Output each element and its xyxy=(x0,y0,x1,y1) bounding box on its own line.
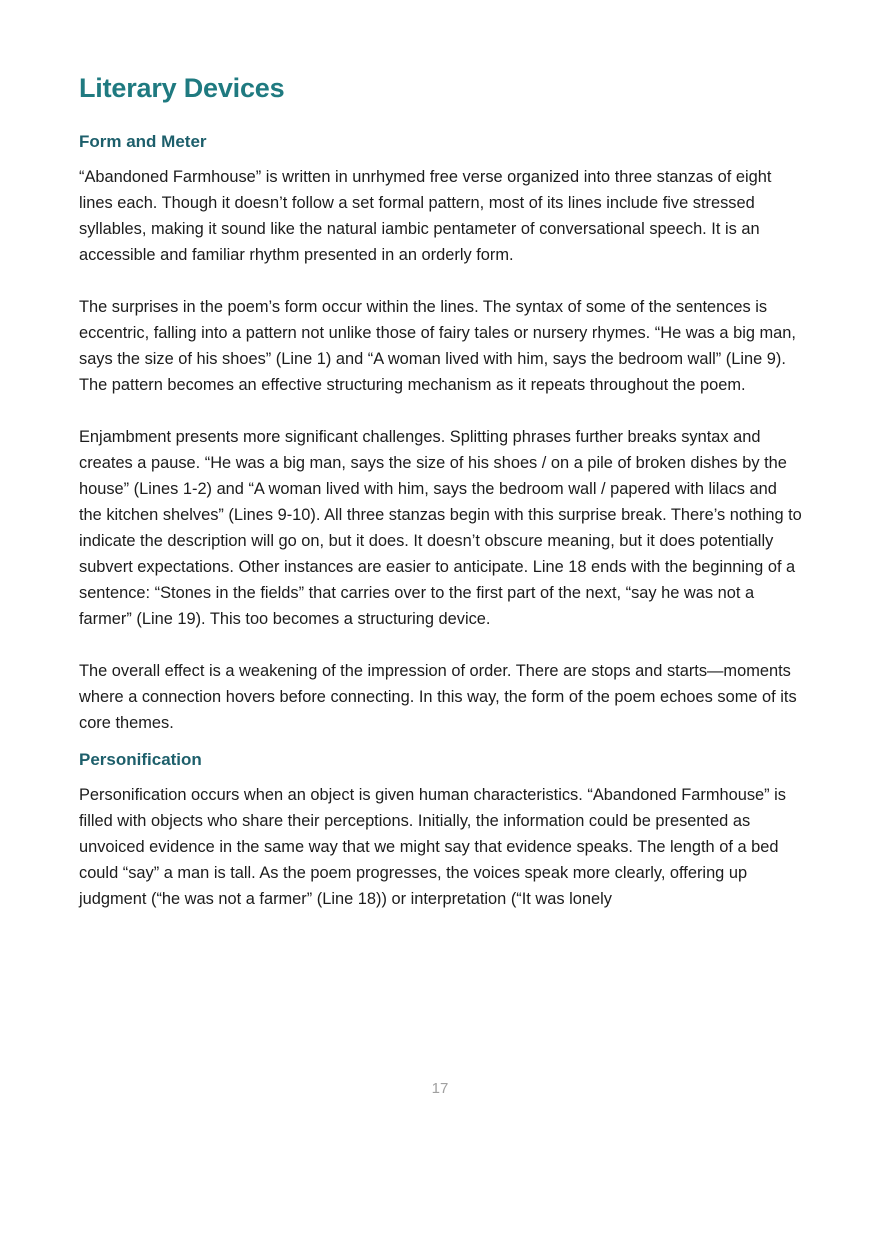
paragraph-form-2: The surprises in the poem’s form occur within the lines. The syntax of some of the sentences is eccentric, falling into a pattern not unlike those of fairy tales or nursery rhymes. “He was a big man, says the size of his shoes” (Line 1) and “A woman lived with him, says the bedroom wall” (Line 9). The pattern becomes an effective structuring mechanism as it repeats throughout the poem. xyxy=(79,298,796,394)
section-heading-personification: Personification xyxy=(79,750,202,769)
page-number: 17 xyxy=(431,1080,449,1097)
page-content xyxy=(79,70,804,912)
section-heading-form-and-meter: Form and Meter xyxy=(79,132,207,151)
paragraph-form-4: The overall effect is a weakening of the impression of order. There are stops and starts—moments where a connection hovers before connecting. In this way, the form of the poem echoes some of its core themes. xyxy=(79,662,797,732)
paragraph-form-3: Enjambment presents more significant challenges. Splitting phrases further breaks syntax and creates a pause. “He was a big man, says the size of his shoes / on a pile of broken dishes by the house” (Lines 1-2) and “A woman lived with him, says the bedroom wall / papered with lilacs and the kitchen shelves” (Lines 9-10). All three stanzas begin with this surprise break. There’s nothing to indicate the description will go on, but it does. It doesn’t obscure meaning, but it does potentially subvert expectations. Other instances are easier to anticipate. Line 18 ends with the beginning of a sentence: “Stones in the fields” that carries over to the first part of the next, “say he was not a farmer” (Line 19). This too becomes a structuring device. xyxy=(79,428,802,628)
page-title: Literary Devices xyxy=(79,73,285,103)
paragraph-personification-1: Personification occurs when an object is given human characteristics. “Abandoned Farmhouse” is filled with objects who share their perceptions. Initially, the information could be presented as unvoiced evidence in the same way that we might say that evidence speaks. The length of a bed could “say” a man is tall. As the poem progresses, the voices speak more clearly, offering up judgment (“he was not a farmer” (Line 18)) or interpretation (“It was lonely xyxy=(79,786,786,908)
paragraph-form-1: “Abandoned Farmhouse” is written in unrhymed free verse organized into three stanzas of eight lines each. Though it doesn’t follow a set formal pattern, most of its lines include five stressed syllables, making it sound like the natural iambic pentameter of conversational speech. It is an accessible and familiar rhythm presented in an orderly form. xyxy=(79,168,772,264)
